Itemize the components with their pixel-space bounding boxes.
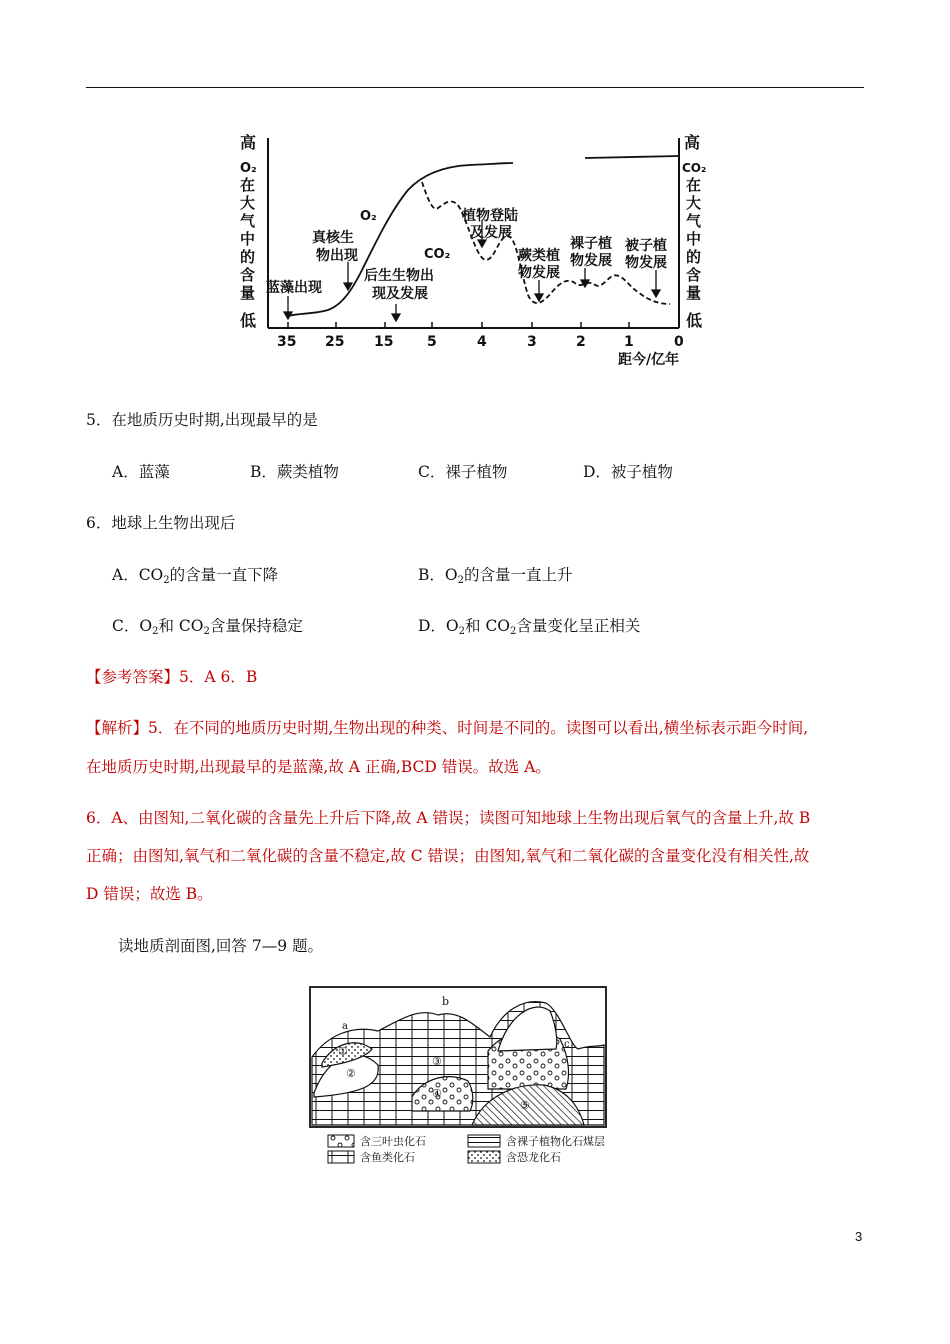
- left-axis-char: 中: [240, 230, 256, 248]
- q5-stem: 5．在地质历史时期,出现最早的是: [86, 411, 318, 429]
- analysis-6-line: 正确；由图知,氧气和二氧化碳的含量不稳定,故 C 错误；由图知,氧气和二氧化碳的含量变化没有相关性,故: [86, 847, 810, 865]
- left-axis-char: 大: [240, 194, 256, 212]
- right-axis-char: 含: [686, 266, 702, 284]
- intro-7-9: 读地质剖面图,回答 7—9 题。: [118, 937, 324, 955]
- point-label-b: b: [442, 995, 450, 1008]
- right-axis-char: 量: [686, 284, 702, 302]
- left-axis-bottom: 低: [240, 311, 257, 330]
- x-tick-label: 5: [427, 334, 437, 350]
- q5-option-b: B．蕨类植物: [250, 463, 339, 481]
- legend-label: 含恐龙化石: [506, 1151, 561, 1164]
- q6-option-c: C．$O_2$和 $CO_2$含量保持稳定: [112, 617, 303, 637]
- annotation-blue-algae: 蓝藻出现: [266, 280, 322, 296]
- left-axis-top: 高: [240, 133, 257, 152]
- right-axis-char: 在: [686, 176, 702, 194]
- x-tick-label: 15: [374, 334, 394, 350]
- x-tick-label: 3: [527, 334, 537, 350]
- legend-label: 含三叶虫化石: [360, 1135, 426, 1148]
- right-axis-char: 的: [686, 248, 702, 266]
- x-tick-label: 0: [674, 334, 684, 350]
- o2-co2-figure: [230, 120, 720, 370]
- analysis-5-line: 【解析】5．在不同的地质历史时期,生物出现的种类、时间是不同的。读图可以看出,横坐标表示距今时间,: [86, 719, 809, 737]
- right-axis-bottom: 低: [686, 311, 703, 330]
- left-axis-char: 量: [240, 284, 256, 302]
- reference-answer: 【参考答案】5．A 6．B: [86, 668, 258, 686]
- q6-option-d: D．$O_2$和 $CO_2$含量变化呈正相关: [418, 617, 641, 637]
- left-axis-char: O₂: [240, 161, 257, 176]
- legend-swatch-fish: [328, 1151, 354, 1163]
- page-number: 3: [855, 1229, 863, 1244]
- left-axis-char: 气: [240, 212, 256, 230]
- x-tick-label: 1: [624, 334, 634, 350]
- q6-option-a: A．$CO_2$的含量一直下降: [112, 566, 279, 586]
- annotation-land-plants: 及发展: [470, 225, 512, 241]
- legend-swatch-dinosaur: [468, 1151, 500, 1163]
- right-axis-top: 高: [684, 133, 701, 152]
- q5-option-c: C．裸子植物: [418, 463, 508, 481]
- right-axis-char: 气: [686, 212, 702, 230]
- annotation-fern: 物发展: [518, 265, 560, 281]
- q5-option-a: A．蓝藻: [112, 463, 170, 481]
- layer-label: ②: [346, 1067, 356, 1080]
- o2-curve-label: O₂: [360, 209, 377, 224]
- annotation-angiosperm: 被子植: [625, 238, 667, 254]
- co2-curve-label: CO₂: [424, 247, 451, 262]
- left-axis-char: 的: [240, 248, 256, 266]
- annotation-metazoa: 后生生物出: [364, 268, 434, 284]
- x-tick-label: 35: [277, 334, 297, 350]
- legend-label: 含鱼类化石: [360, 1151, 415, 1164]
- annotation-angiosperm: 物发展: [625, 255, 667, 271]
- point-label-c: c: [564, 1039, 570, 1050]
- annotation-gymnosperm: 裸子植: [570, 236, 612, 252]
- legend-swatch-coal: [468, 1135, 500, 1147]
- x-tick-label: 25: [325, 334, 345, 350]
- header-rule: [86, 87, 864, 88]
- left-axis-char: 含: [240, 266, 256, 284]
- annotation-fern: 蕨类植: [518, 248, 560, 264]
- analysis-5-line: 在地质历史时期,出现最早的是蓝藻,故 A 正确,BCD 错误。故选 A。: [86, 758, 551, 776]
- right-axis-char: CO₂: [682, 161, 707, 175]
- point-label-a: a: [342, 1021, 348, 1032]
- right-axis-char: 大: [686, 194, 702, 212]
- annotation-metazoa: 现及发展: [372, 286, 428, 302]
- annotation-land-plants: 植物登陆: [462, 208, 518, 224]
- q5-option-d: D．被子植物: [583, 463, 673, 481]
- left-axis-char: 在: [240, 176, 256, 194]
- annotation-eukaryote: 物出现: [316, 248, 358, 264]
- layer-label: ①: [338, 1045, 348, 1058]
- legend-label: 含裸子植物化石煤层: [506, 1135, 605, 1148]
- x-tick-label: 2: [576, 334, 586, 350]
- layer-label: ⑤: [520, 1099, 530, 1112]
- x-tick-label: 4: [477, 334, 487, 350]
- geologic-profile-figure: [308, 985, 653, 1165]
- x-axis-unit: 距今/亿年: [618, 352, 680, 368]
- analysis-6-line: 6．A、由图知,二氧化碳的含量先上升后下降,故 A 错误；读图可知地球上生物出现后氧气的含量上升,故 B: [86, 809, 811, 827]
- analysis-6-line: D 错误；故选 B。: [86, 885, 213, 903]
- legend-swatch-trilobite: [328, 1135, 354, 1147]
- annotation-gymnosperm: 物发展: [570, 253, 612, 269]
- layer-label: ④: [432, 1087, 442, 1100]
- q6-option-b: B．$O_2$的含量一直上升: [418, 566, 573, 586]
- right-axis-char: 中: [686, 230, 702, 248]
- annotation-eukaryote: 真核生: [312, 230, 354, 246]
- layer-label: ③: [432, 1055, 442, 1068]
- q6-stem: 6．地球上生物出现后: [86, 514, 236, 532]
- o2-curve-end: [585, 156, 679, 158]
